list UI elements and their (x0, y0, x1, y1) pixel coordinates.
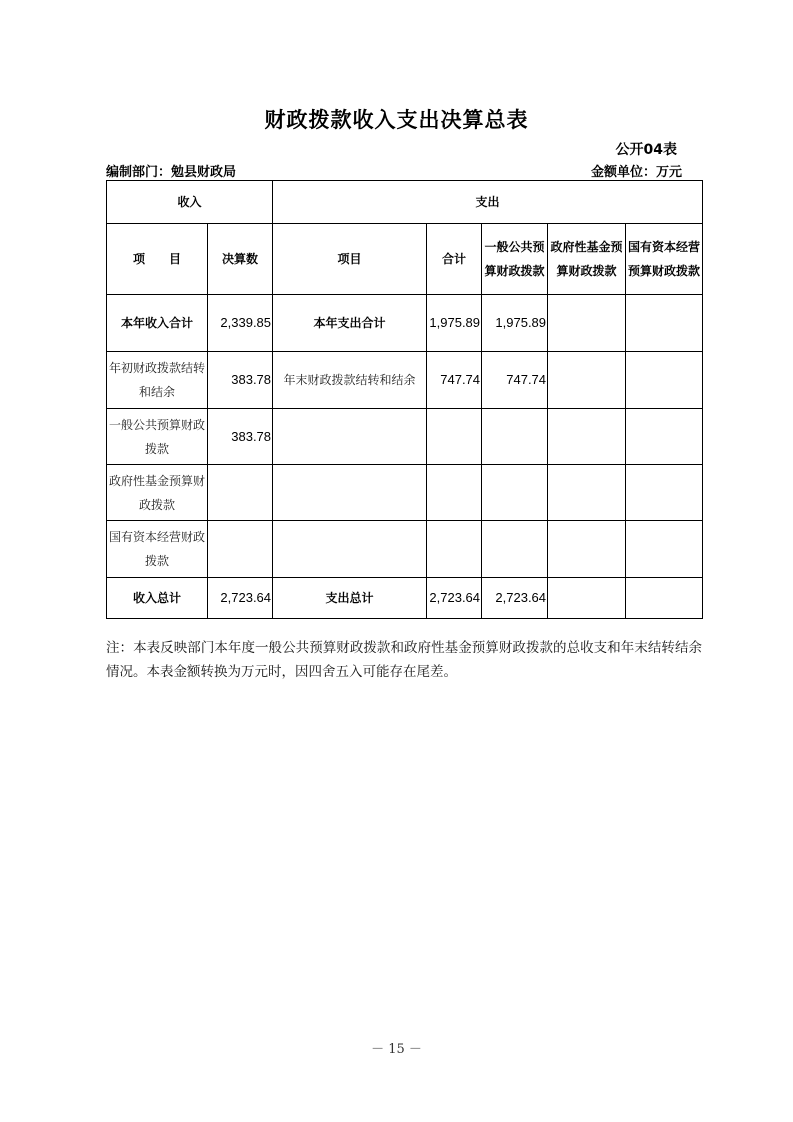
expense-item (273, 409, 427, 465)
income-value: 2,723.64 (208, 578, 273, 619)
expense-fund (548, 465, 626, 521)
expense-total: 2,723.64 (427, 578, 482, 619)
income-item: 一般公共预算财政拨款 (107, 409, 208, 465)
col-actual: 决算数 (208, 224, 273, 295)
expense-general (482, 521, 548, 578)
form-number: 公开04表 (615, 142, 677, 158)
col-expense-item: 项目 (273, 224, 427, 295)
table-row (107, 352, 703, 409)
table-row (107, 295, 703, 352)
expense-item: 年末财政拨款结转和结余 (273, 352, 427, 409)
amount-unit-label: 金额单位：万元 (590, 165, 682, 180)
expense-fund (548, 409, 626, 465)
expense-item (273, 521, 427, 578)
col-income-item: 项 目 (107, 224, 208, 295)
income-item: 年初财政拨款结转和结余 (107, 352, 208, 409)
expense-general (482, 465, 548, 521)
income-value: 383.78 (208, 409, 273, 465)
expense-general: 2,723.64 (482, 578, 548, 619)
expense-fund (548, 521, 626, 578)
col-total: 合计 (427, 224, 482, 295)
expense-capital (626, 465, 703, 521)
expense-item: 支出总计 (273, 578, 427, 619)
expense-capital (626, 578, 703, 619)
expense-general: 1,975.89 (482, 295, 548, 352)
income-value (208, 521, 273, 578)
header-row-columns (107, 224, 703, 295)
table-row (107, 578, 703, 619)
expense-fund (548, 295, 626, 352)
footnote: 注：本表反映部门本年度一般公共预算财政拨款和政府性基金预算财政拨款的总收支和年末结转结余情况。本表金额转换为万元时，因四舍五入可能存在尾差。 (106, 640, 702, 680)
header-row-group (107, 181, 703, 224)
expense-capital (626, 409, 703, 465)
income-header: 收入 (107, 181, 273, 224)
expense-total: 747.74 (427, 352, 482, 409)
expense-general (482, 409, 548, 465)
expense-total (427, 521, 482, 578)
income-value: 383.78 (208, 352, 273, 409)
expense-total: 1,975.89 (427, 295, 482, 352)
income-value (208, 465, 273, 521)
income-item: 本年收入合计 (107, 295, 208, 352)
expense-total (427, 409, 482, 465)
col-general-budget: 一般公共预算财政拨款 (482, 224, 548, 295)
expense-capital (626, 521, 703, 578)
expense-general: 747.74 (482, 352, 548, 409)
page-title: 财政拨款收入支出决算总表 (264, 108, 529, 132)
income-item: 国有资本经营财政拨款 (107, 521, 208, 578)
budget-table (106, 180, 703, 619)
income-item: 政府性基金预算财政拨款 (107, 465, 208, 521)
expense-capital (626, 352, 703, 409)
table-row (107, 409, 703, 465)
expense-item: 本年支出合计 (273, 295, 427, 352)
expense-item (273, 465, 427, 521)
income-item: 收入总计 (107, 578, 208, 619)
col-fund-budget: 政府性基金预算财政拨款 (548, 224, 626, 295)
col-state-capital: 国有资本经营预算财政拨款 (626, 224, 703, 295)
expense-fund (548, 578, 626, 619)
department-label: 编制部门：勉县财政局 (106, 165, 237, 180)
expense-fund (548, 352, 626, 409)
table-row (107, 521, 703, 578)
page-number: － 15 － (371, 1042, 422, 1057)
expense-capital (626, 295, 703, 352)
income-value: 2,339.85 (208, 295, 273, 352)
expense-header: 支出 (273, 181, 703, 224)
table-row (107, 465, 703, 521)
expense-total (427, 465, 482, 521)
